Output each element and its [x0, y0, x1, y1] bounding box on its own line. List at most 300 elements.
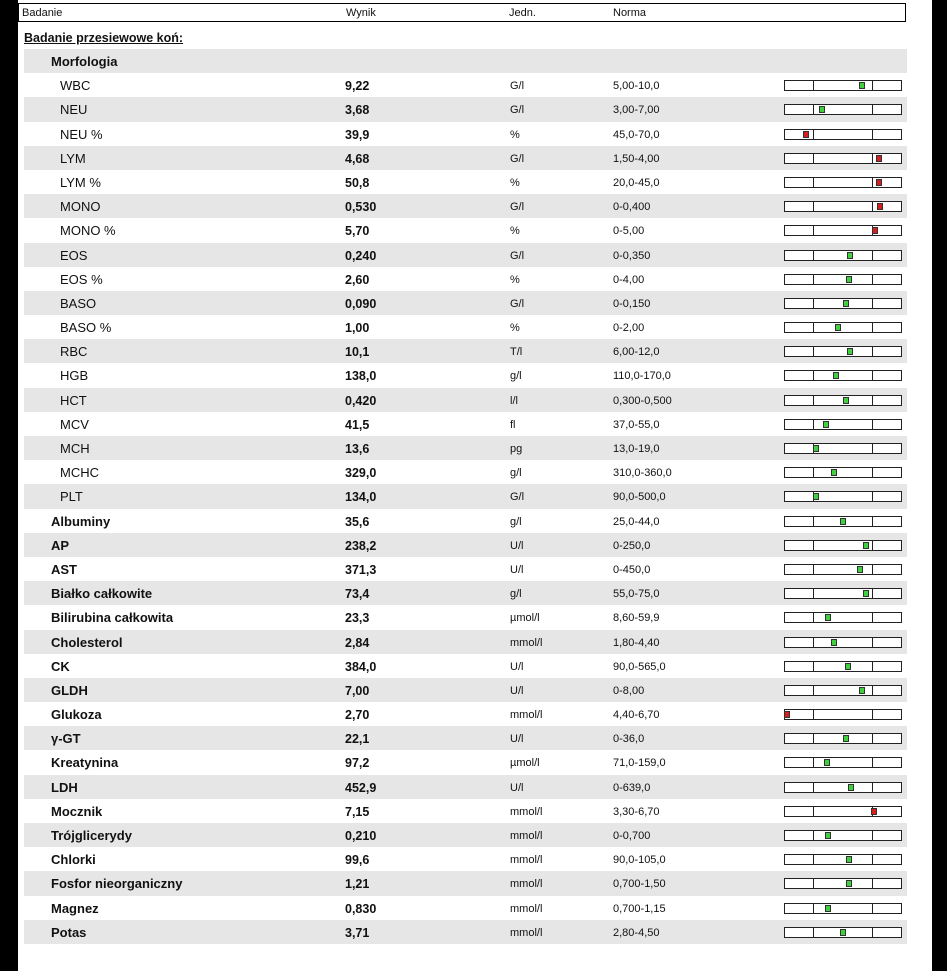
range-low-tick	[813, 903, 814, 914]
test-norm: 0-0,350	[613, 249, 651, 262]
table-row	[24, 218, 907, 242]
test-norm: 90,0-500,0	[613, 491, 666, 504]
range-high-tick	[872, 177, 873, 188]
header-norm: Norma	[613, 7, 647, 19]
range-high-tick	[872, 733, 873, 744]
range-low-tick	[813, 733, 814, 744]
table-row	[24, 243, 907, 267]
value-marker	[831, 639, 837, 646]
test-norm: 0-2,00	[613, 322, 645, 335]
range-bar	[784, 612, 902, 623]
range-bar	[784, 177, 902, 188]
range-high-tick	[872, 80, 873, 91]
header-result: Wynik	[346, 7, 376, 19]
test-norm: 0-450,0	[613, 563, 651, 576]
test-unit: mmol/l	[510, 878, 543, 891]
table-row	[24, 291, 907, 315]
value-marker	[840, 518, 846, 525]
range-low-tick	[813, 153, 814, 164]
range-bar	[784, 878, 902, 889]
test-unit: U/l	[510, 660, 524, 673]
value-marker	[877, 203, 883, 210]
test-name: Magnez	[51, 900, 99, 916]
test-result: 39,9	[345, 127, 370, 142]
range-high-tick	[872, 637, 873, 648]
test-name: Cholesterol	[51, 634, 123, 650]
test-name: LYM	[60, 150, 86, 166]
range-low-tick	[813, 298, 814, 309]
range-bar	[784, 322, 902, 333]
test-norm: 8,60-59,9	[613, 612, 660, 625]
range-high-tick	[872, 612, 873, 623]
table-row	[24, 73, 907, 97]
test-result: 10,1	[345, 345, 370, 360]
value-marker	[846, 856, 852, 863]
range-low-tick	[813, 346, 814, 357]
test-unit: mmol/l	[510, 805, 543, 818]
test-name: Potas	[51, 924, 87, 940]
range-low-tick	[813, 419, 814, 430]
range-low-tick	[813, 129, 814, 140]
value-marker	[846, 880, 852, 887]
table-row	[24, 363, 907, 387]
range-bar	[784, 467, 902, 478]
table-header	[18, 3, 906, 22]
range-low-tick	[813, 370, 814, 381]
test-norm: 3,00-7,00	[613, 104, 660, 117]
range-low-tick	[813, 854, 814, 865]
test-result: 0,830	[345, 901, 377, 916]
test-unit: g/l	[510, 515, 522, 528]
test-unit: %	[510, 128, 520, 141]
test-norm: 4,40-6,70	[613, 709, 660, 722]
test-result: 97,2	[345, 756, 370, 771]
test-unit: U/l	[510, 684, 524, 697]
test-result: 7,00	[345, 683, 370, 698]
table-row	[24, 847, 907, 871]
test-norm: 0,300-0,500	[613, 394, 672, 407]
value-marker	[876, 155, 882, 162]
range-high-tick	[872, 201, 873, 212]
value-marker	[803, 131, 809, 138]
range-low-tick	[813, 177, 814, 188]
test-result: 73,4	[345, 587, 370, 602]
value-marker	[831, 469, 837, 476]
range-high-tick	[872, 854, 873, 865]
table-row	[24, 146, 907, 170]
test-norm: 20,0-45,0	[613, 176, 660, 189]
range-bar	[784, 927, 902, 938]
section-title: Badanie przesiewowe koń:	[24, 31, 184, 45]
range-bar	[784, 540, 902, 551]
range-high-tick	[872, 346, 873, 357]
table-row	[24, 339, 907, 363]
test-result: 0,240	[345, 248, 377, 263]
range-bar	[784, 661, 902, 672]
value-marker	[825, 905, 831, 912]
range-high-tick	[872, 661, 873, 672]
table-row	[24, 170, 907, 194]
test-unit: fl	[510, 418, 516, 431]
value-marker	[833, 372, 839, 379]
test-norm: 90,0-565,0	[613, 660, 666, 673]
test-norm: 5,00-10,0	[613, 80, 660, 93]
range-high-tick	[872, 709, 873, 720]
table-row	[24, 896, 907, 920]
test-unit: U/l	[510, 539, 524, 552]
range-high-tick	[872, 782, 873, 793]
test-unit: G/l	[510, 152, 525, 165]
test-norm: 0,700-1,50	[613, 878, 666, 891]
range-bar	[784, 298, 902, 309]
test-name: MCV	[60, 416, 89, 432]
range-high-tick	[872, 903, 873, 914]
test-name: GLDH	[51, 682, 88, 698]
test-unit: %	[510, 322, 520, 335]
value-marker	[859, 687, 865, 694]
test-name: Albuminy	[51, 513, 111, 529]
test-norm: 110,0-170,0	[613, 370, 671, 383]
value-marker	[848, 784, 854, 791]
range-high-tick	[872, 491, 873, 502]
test-norm: 0-36,0	[613, 733, 645, 746]
range-high-tick	[872, 443, 873, 454]
table-row	[24, 775, 907, 799]
value-marker	[819, 106, 825, 113]
test-result: 3,68	[345, 103, 370, 118]
range-bar	[784, 588, 902, 599]
table-row	[24, 605, 907, 629]
range-low-tick	[813, 80, 814, 91]
range-bar	[784, 201, 902, 212]
table-row	[24, 726, 907, 750]
test-unit: g/l	[510, 370, 522, 383]
test-result: 99,6	[345, 853, 370, 868]
test-unit: G/l	[510, 80, 525, 93]
range-low-tick	[813, 709, 814, 720]
range-low-tick	[813, 395, 814, 406]
range-high-tick	[872, 298, 873, 309]
range-low-tick	[813, 250, 814, 261]
header-test: Badanie	[22, 7, 63, 19]
range-bar	[784, 491, 902, 502]
table-row	[24, 412, 907, 436]
test-result: 134,0	[345, 490, 377, 505]
range-high-tick	[872, 564, 873, 575]
test-norm: 6,00-12,0	[613, 346, 660, 359]
test-unit: mmol/l	[510, 830, 543, 842]
test-unit: %	[510, 225, 520, 238]
table-row	[24, 630, 907, 654]
range-bar	[784, 709, 902, 720]
test-unit: G/l	[510, 297, 525, 310]
test-result: 0,090	[345, 296, 377, 311]
value-marker	[859, 82, 865, 89]
range-bar	[784, 395, 902, 406]
test-name: BASO %	[60, 320, 112, 336]
range-high-tick	[872, 104, 873, 115]
value-marker	[835, 324, 841, 331]
range-high-tick	[872, 757, 873, 768]
range-bar	[784, 806, 902, 817]
test-norm: 1,50-4,00	[613, 152, 660, 165]
value-marker	[824, 759, 830, 766]
table-row	[24, 920, 907, 944]
test-norm: 55,0-75,0	[613, 588, 660, 601]
test-name: Chlorki	[51, 852, 96, 868]
test-result: 2,84	[345, 635, 370, 650]
test-name: NEU	[60, 102, 88, 118]
value-marker	[843, 300, 849, 307]
test-name: MONO	[60, 199, 101, 215]
range-low-tick	[813, 830, 814, 841]
range-bar	[784, 153, 902, 164]
test-norm: 25,0-44,0	[613, 515, 660, 528]
range-bar	[784, 370, 902, 381]
table-row	[24, 750, 907, 774]
test-name: LYM %	[60, 174, 101, 190]
test-norm: 3,30-6,70	[613, 805, 660, 818]
table-row	[24, 533, 907, 557]
range-bar	[784, 685, 902, 696]
test-unit: mmol/l	[510, 709, 543, 722]
test-name: RBC	[60, 344, 88, 360]
test-name: Białko całkowite	[51, 586, 153, 602]
test-norm: 0,700-1,15	[613, 902, 666, 915]
range-bar	[784, 225, 902, 236]
value-marker	[872, 227, 878, 234]
test-name: LDH	[51, 779, 78, 795]
table-row	[24, 799, 907, 823]
test-norm: 0-0,400	[613, 201, 651, 214]
range-high-tick	[872, 516, 873, 527]
test-result: 3,71	[345, 925, 370, 940]
range-high-tick	[872, 419, 873, 430]
range-bar	[784, 104, 902, 115]
test-result: 2,70	[345, 708, 370, 723]
test-norm: 0-4,00	[613, 273, 645, 286]
table-row	[24, 581, 907, 605]
value-marker	[825, 614, 831, 621]
range-high-tick	[872, 370, 873, 381]
value-marker	[871, 808, 877, 815]
value-marker	[847, 252, 853, 259]
table-row	[24, 654, 907, 678]
test-name: MONO %	[60, 223, 116, 239]
test-unit: U/l	[510, 781, 524, 794]
test-norm: 90,0-105,0	[613, 854, 666, 867]
table-row	[24, 702, 907, 726]
test-result: 7,15	[345, 804, 370, 819]
range-low-tick	[813, 806, 814, 817]
test-unit: G/l	[510, 491, 525, 504]
test-unit: G/l	[510, 104, 525, 117]
range-low-tick	[813, 685, 814, 696]
test-name: Bilirubina całkowita	[51, 610, 174, 626]
test-unit: U/l	[510, 733, 524, 746]
test-name: NEU %	[60, 126, 103, 142]
test-result: 138,0	[345, 369, 377, 384]
range-bar	[784, 516, 902, 527]
range-high-tick	[872, 250, 873, 261]
value-marker	[863, 542, 869, 549]
test-unit: mmol/l	[510, 902, 543, 915]
value-marker	[846, 276, 852, 283]
test-name: CK	[51, 658, 70, 674]
range-high-tick	[872, 395, 873, 406]
test-norm: 37,0-55,0	[613, 418, 660, 431]
table-row	[24, 823, 907, 847]
test-result: 384,0	[345, 659, 377, 674]
range-low-tick	[813, 201, 814, 212]
test-result: 13,6	[345, 442, 370, 456]
range-bar	[784, 274, 902, 285]
test-result: 0,420	[345, 393, 377, 408]
range-bar	[784, 443, 902, 454]
test-result: 35,6	[345, 514, 370, 529]
test-norm: 0-5,00	[613, 225, 645, 238]
range-low-tick	[813, 225, 814, 236]
test-norm: 13,0-19,0	[613, 443, 660, 455]
range-high-tick	[872, 830, 873, 841]
range-high-tick	[872, 274, 873, 285]
range-high-tick	[872, 322, 873, 333]
range-bar	[784, 419, 902, 430]
header-unit: Jedn.	[509, 7, 536, 19]
range-low-tick	[813, 274, 814, 285]
test-name: BASO	[60, 295, 97, 311]
range-low-tick	[813, 564, 814, 575]
test-name: Glukoza	[51, 707, 102, 723]
table-row	[24, 436, 907, 460]
test-result: 0,530	[345, 200, 377, 215]
range-high-tick	[872, 153, 873, 164]
range-bar	[784, 250, 902, 261]
test-result: 41,5	[345, 417, 370, 432]
test-result: 22,1	[345, 732, 370, 747]
table-row	[24, 97, 907, 121]
test-name: MCHC	[60, 465, 99, 481]
value-marker	[813, 445, 819, 452]
range-bar	[784, 80, 902, 91]
test-result: 5,70	[345, 224, 370, 239]
test-result: 0,210	[345, 829, 377, 843]
test-name: PLT	[60, 489, 83, 505]
range-low-tick	[813, 878, 814, 889]
test-result: 329,0	[345, 466, 377, 481]
test-result: 452,9	[345, 780, 377, 795]
table-row	[24, 460, 907, 484]
value-marker	[825, 832, 831, 839]
test-result: 9,22	[345, 79, 370, 94]
test-norm: 1,80-4,40	[613, 636, 660, 649]
table-row	[24, 509, 907, 533]
value-marker	[847, 348, 853, 355]
test-norm: 0-0,150	[613, 297, 651, 310]
range-bar	[784, 854, 902, 865]
range-low-tick	[813, 757, 814, 768]
range-bar	[784, 129, 902, 140]
value-marker	[823, 421, 829, 428]
test-unit: g/l	[510, 467, 522, 480]
test-unit: mmol/l	[510, 636, 543, 649]
results-table	[24, 49, 907, 944]
test-norm: 45,0-70,0	[613, 128, 660, 141]
range-low-tick	[813, 104, 814, 115]
table-row	[24, 484, 907, 508]
test-norm: 2,80-4,50	[613, 926, 660, 939]
test-name: MCH	[60, 441, 90, 456]
range-bar	[784, 346, 902, 357]
range-low-tick	[813, 588, 814, 599]
value-marker	[843, 735, 849, 742]
test-result: 23,3	[345, 611, 370, 626]
range-low-tick	[813, 467, 814, 478]
test-name: EOS	[60, 247, 88, 263]
test-name: HCT	[60, 392, 87, 408]
test-name: Trójglicerydy	[51, 828, 132, 843]
test-unit: l/l	[510, 394, 518, 407]
test-unit: pg	[510, 443, 523, 455]
value-marker	[813, 493, 819, 500]
range-low-tick	[813, 540, 814, 551]
value-marker	[863, 590, 869, 597]
test-unit: %	[510, 176, 520, 189]
range-bar	[784, 903, 902, 914]
value-marker	[843, 397, 849, 404]
test-norm: 0-0,700	[613, 830, 651, 842]
test-result: 1,00	[345, 321, 370, 336]
range-bar	[784, 757, 902, 768]
table-row	[24, 557, 907, 581]
range-bar	[784, 564, 902, 575]
range-bar	[784, 782, 902, 793]
range-high-tick	[872, 927, 873, 938]
test-unit: mmol/l	[510, 854, 543, 867]
test-norm: 71,0-159,0	[613, 757, 666, 770]
range-high-tick	[872, 588, 873, 599]
test-unit: µmol/l	[510, 612, 540, 625]
test-unit: G/l	[510, 201, 525, 214]
test-result: 4,68	[345, 151, 370, 166]
test-unit: µmol/l	[510, 757, 540, 770]
test-result: 50,8	[345, 175, 370, 190]
range-low-tick	[813, 612, 814, 623]
test-name: WBC	[60, 78, 91, 94]
test-result: 238,2	[345, 538, 377, 553]
table-row	[24, 267, 907, 291]
range-high-tick	[872, 685, 873, 696]
test-name: AST	[51, 561, 77, 577]
range-high-tick	[872, 540, 873, 551]
test-name: HGB	[60, 368, 89, 384]
test-norm: 0-250,0	[613, 539, 651, 552]
table-row	[24, 388, 907, 412]
range-low-tick	[813, 637, 814, 648]
range-high-tick	[872, 129, 873, 140]
table-row	[24, 194, 907, 218]
test-unit: %	[510, 273, 520, 286]
test-name: γ-GT	[51, 731, 81, 747]
test-unit: G/l	[510, 249, 525, 262]
test-name: EOS %	[60, 271, 103, 287]
range-high-tick	[872, 878, 873, 889]
test-name: Kreatynina	[51, 755, 119, 771]
test-name: Fosfor nieorganiczny	[51, 876, 183, 892]
test-result: 2,60	[345, 272, 370, 287]
test-unit: U/l	[510, 563, 524, 576]
test-result: 1,21	[345, 877, 370, 892]
